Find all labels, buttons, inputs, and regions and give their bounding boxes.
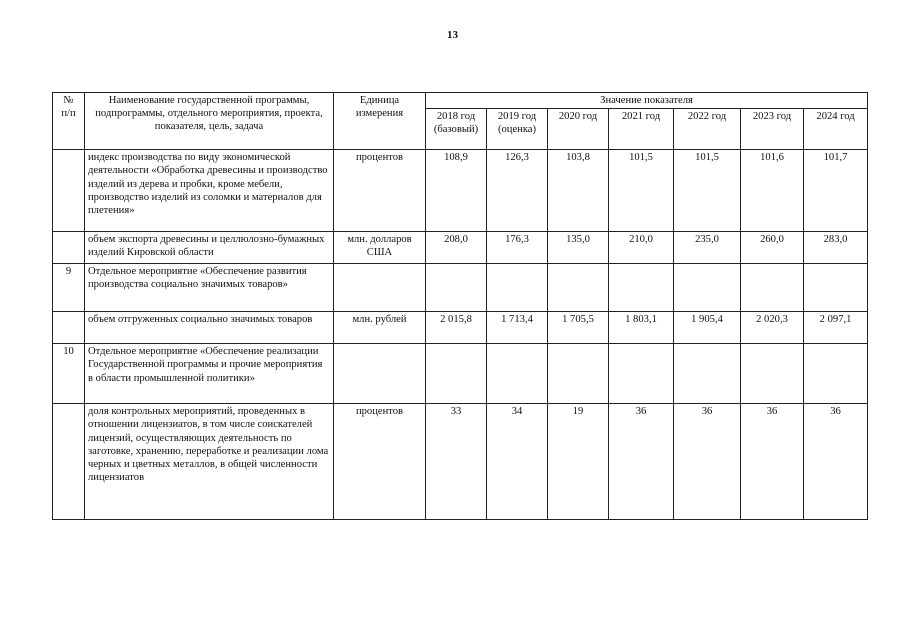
table-row [53,312,868,344]
row-number [53,232,85,264]
row-value [487,264,548,312]
row-name: индекс производства по виду экономической деятельности «Обработка древесины и производство изделий из дерева и пробки, кроме мебели, производство изделий из соломки и материалов для плетения» [85,150,334,232]
header-year: 2022 год [674,109,741,150]
row-value: 33 [426,404,487,520]
row-value: 108,9 [426,150,487,232]
row-value: 101,5 [609,150,674,232]
row-value: 34 [487,404,548,520]
header-num: № п/п [53,93,85,150]
row-value: 1 905,4 [674,312,741,344]
row-value: 135,0 [548,232,609,264]
row-value [741,264,804,312]
row-name: Отдельное мероприятие «Обеспечение развития производства социально значимых товаров» [85,264,334,312]
row-value: 2 020,3 [741,312,804,344]
row-value: 36 [674,404,741,520]
row-value: 1 705,5 [548,312,609,344]
row-value [674,264,741,312]
header-year: 2020 год [548,109,609,150]
header-year: 2018 год (базовый) [426,109,487,150]
row-value: 101,5 [674,150,741,232]
row-value: 19 [548,404,609,520]
row-value: 36 [609,404,674,520]
row-value [741,344,804,404]
row-value [426,344,487,404]
row-number [53,312,85,344]
table-row [53,150,868,232]
row-name: объем экспорта древесины и целлюлозно-бумажных изделий Кировской области [85,232,334,264]
row-unit: млн. рублей [334,312,426,344]
row-value: 101,6 [741,150,804,232]
row-value [804,344,868,404]
row-value [487,344,548,404]
table-row [53,264,868,312]
row-value: 2 097,1 [804,312,868,344]
header-year: 2024 год [804,109,868,150]
table-row [53,344,868,404]
row-value [674,344,741,404]
row-unit: млн. долларов США [334,232,426,264]
row-value [609,264,674,312]
row-value: 1 803,1 [609,312,674,344]
row-value: 126,3 [487,150,548,232]
row-value [548,264,609,312]
row-value: 283,0 [804,232,868,264]
row-value: 235,0 [674,232,741,264]
row-value: 103,8 [548,150,609,232]
row-value [609,344,674,404]
row-value [426,264,487,312]
row-value: 36 [741,404,804,520]
row-number: 10 [53,344,85,404]
row-value: 208,0 [426,232,487,264]
row-number [53,150,85,232]
row-unit: процентов [334,404,426,520]
row-name: доля контрольных мероприятий, проведенных в отношении лицензиатов, в том числе соискателей лицензий, осуществляющих деятельность по заготовке, хранению, переработке и реализации лома черных и цветных металлов, в общей численности лицензиатов [85,404,334,520]
table-row [53,232,868,264]
page-number: 13 [447,29,458,41]
header-year: 2019 год (оценка) [487,109,548,150]
row-value: 36 [804,404,868,520]
row-number: 9 [53,264,85,312]
row-unit: процентов [334,150,426,232]
header-year: 2023 год [741,109,804,150]
row-unit [334,344,426,404]
row-value: 260,0 [741,232,804,264]
header-unit: Единица измерения [334,93,426,150]
row-value: 101,7 [804,150,868,232]
header-name: Наименование государственной программы, подпрограммы, отдельного мероприятия, проекта, показателя, цель, задача [85,93,334,150]
indicators-table [52,92,868,520]
row-value: 176,3 [487,232,548,264]
row-name: объем отгруженных социально значимых товаров [85,312,334,344]
row-value: 2 015,8 [426,312,487,344]
row-name: Отдельное мероприятие «Обеспечение реализации Государственной программы и прочие мероприятия в области промышленной политики» [85,344,334,404]
header-year: 2021 год [609,109,674,150]
table-row [53,404,868,520]
row-unit [334,264,426,312]
row-value [804,264,868,312]
row-number [53,404,85,520]
row-value [548,344,609,404]
row-value: 1 713,4 [487,312,548,344]
header-values-group: Значение показателя [426,93,868,109]
row-value: 210,0 [609,232,674,264]
